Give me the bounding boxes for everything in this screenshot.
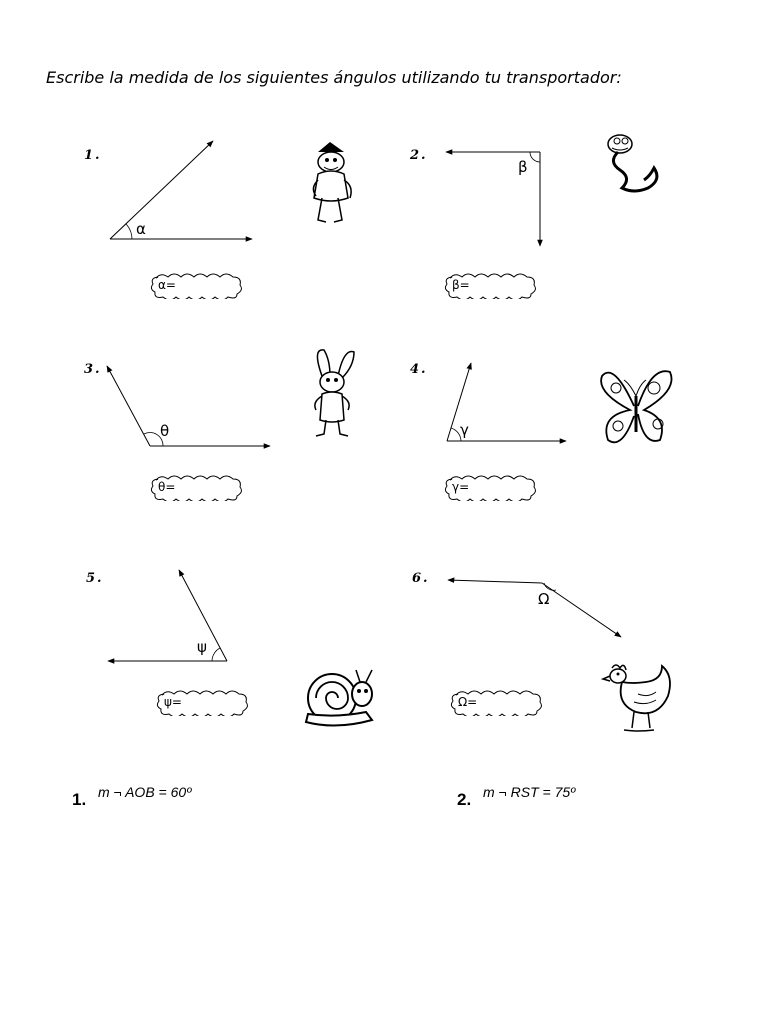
exercise-number: 6. <box>412 571 430 586</box>
exercise-number: 3. <box>84 362 102 377</box>
exercise-number: 2. <box>410 148 428 163</box>
angle-symbol: β <box>518 158 528 176</box>
example-number: 2. <box>457 790 472 809</box>
answer-label: α= <box>158 278 176 292</box>
example-formula: m ¬ AOB = 60º <box>98 784 192 800</box>
example-answer-1 <box>72 784 292 810</box>
exercise-number: 4. <box>410 362 428 377</box>
angle-symbol: γ <box>460 421 469 439</box>
answer-label: γ= <box>452 480 470 494</box>
example-number: 1. <box>72 790 87 809</box>
worksheet-title: Escribe la medida de los siguientes ángulos utilizando tu transportador: <box>46 68 622 87</box>
answer-box[interactable] <box>448 690 546 716</box>
answer-label: β= <box>452 278 470 292</box>
exercise-number: 5. <box>86 571 104 586</box>
hen-icon <box>598 660 678 736</box>
angle-symbol: ψ <box>197 638 207 656</box>
angle-symbol: Ω <box>538 590 550 608</box>
example-formula: m ¬ RST = 75º <box>483 784 576 800</box>
example-answer-2 <box>457 784 677 810</box>
answer-label: Ω= <box>458 695 478 709</box>
angle-symbol: α <box>136 220 146 238</box>
exercise-number: 1. <box>84 148 102 163</box>
answer-label: θ= <box>158 480 176 494</box>
angle-symbol: θ <box>160 422 170 440</box>
answer-label: ψ= <box>164 695 182 709</box>
